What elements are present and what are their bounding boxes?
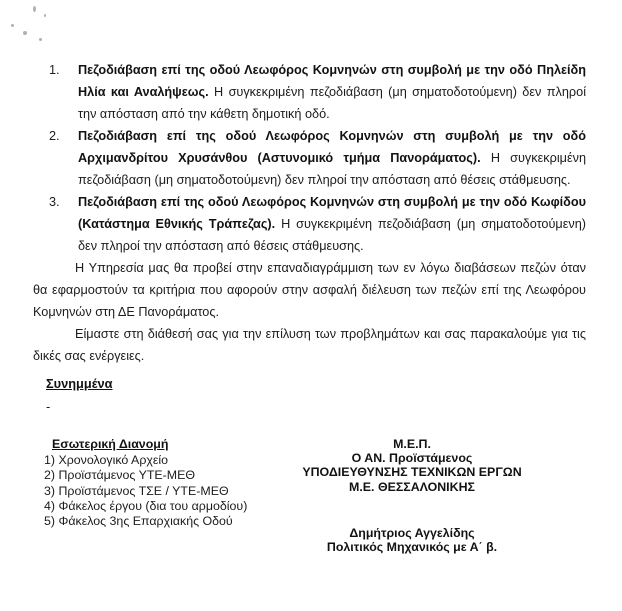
attachments-heading: Συνημμένα (46, 376, 113, 391)
body-paragraph: Η Υπηρεσία μας θα προβεί στην επαναδιαγράμμιση των εν λόγω διαβάσεων πεζών όταν θα εφαρμοστούν τα κριτήρια που αφορούν στην ασφαλή διέλευση των πεζών επί της Λεωφόρου Κομνηνών στη ΔΕ Πανοράματος. (33, 261, 586, 319)
scan-speck (44, 14, 46, 17)
list-item (33, 191, 586, 257)
list-item-text (78, 125, 586, 191)
list-number: 1. (49, 63, 60, 77)
distribution-item: 1) Χρονολογικό Αρχείο (44, 453, 169, 468)
list-item (33, 125, 586, 191)
list-number: 3. (49, 195, 60, 209)
distribution-item: 3) Προϊστάμενος ΤΣΕ / ΥΤΕ-ΜΕΘ (44, 483, 229, 498)
signature-header-line: Ο ΑΝ. Προϊστάμενος (351, 451, 473, 466)
distribution-item: 4) Φάκελος έργου (δια του αρμοδίου) (44, 498, 248, 513)
list-item-bold-text: Πεζοδιάβαση επί της οδού Λεωφόρος Κομνηνών στη συμβολή με την οδό Κωφίδου (Κατάστημα Εθνικής Τράπεζας). (78, 195, 586, 231)
internal-distribution-section (44, 437, 247, 529)
list-item-text (78, 59, 586, 125)
signature-header-line: Μ.Ε.Π. (393, 437, 431, 451)
distribution-item: 5) Φάκελος 3ης Επαρχιακής Οδού (44, 514, 233, 529)
list-item-regular-text: Η συγκεκριμένη πεζοδιάβαση (μη σηματοδοτούμενη) δεν πληροί την απόσταση από θέσεις στάθμευσης. (78, 217, 587, 253)
signer-title: Πολιτικός Μηχανικός με Α΄ β. (326, 540, 498, 555)
body-paragraph: Είμαστε στη διάθεσή σας για την επίλυση των προβλημάτων και σας παρακαλούμε για τις δικές σας ενέργειες. (33, 327, 586, 363)
list-item-text (78, 191, 586, 257)
distribution-item: 2) Προϊστάμενος ΥΤΕ-ΜΕΘ (44, 468, 196, 483)
list-number: 2. (49, 129, 60, 143)
signature-block (292, 437, 532, 554)
signature-header-line: ΥΠΟΔΙΕΥΘΥΝΣΗΣ ΤΕΧΝΙΚΩΝ ΕΡΓΩΝ (302, 465, 522, 480)
list-item-regular-text: Η συγκεκριμένη πεζοδιάβαση (μη σηματοδοτούμενη) δεν πληροί την απόσταση από θέσεις στάθμευσης. (78, 151, 587, 187)
scan-speck (11, 24, 14, 27)
internal-distribution-heading: Εσωτερική Διανομή (52, 437, 169, 451)
scan-speck (39, 38, 42, 41)
attachments-section (46, 376, 112, 414)
list-item-bold-text: Πεζοδιάβαση επί της οδού Λεωφόρος Κομνηνών στη συμβολή με την οδό Πηλείδη Ηλία και Αναλήψεως. (78, 63, 586, 99)
signer-name: Δημήτριος Αγγελίδης (349, 525, 475, 540)
scan-speck (33, 6, 36, 12)
list-item-regular-text: Η συγκεκριμένη πεζοδιάβαση (μη σηματοδοτούμενη) δεν πληροί την απόσταση από την κάθετη δημοτική οδό. (78, 85, 587, 121)
attachments-dash: - (46, 399, 51, 414)
document-body (33, 59, 586, 367)
list-item-bold-text: Πεζοδιάβαση επί της οδού Λεωφόρος Κομνηνών στη συμβολή με την οδό Αρχιμανδρίτου Χρυσάνθου (Αστυνομικό τμήμα Πανοράματος). (78, 129, 586, 165)
signature-header-line: Μ.Ε. ΘΕΣΣΑΛΟΝΙΚΗΣ (349, 479, 475, 494)
list-item (33, 59, 586, 125)
scan-speck (23, 31, 27, 35)
